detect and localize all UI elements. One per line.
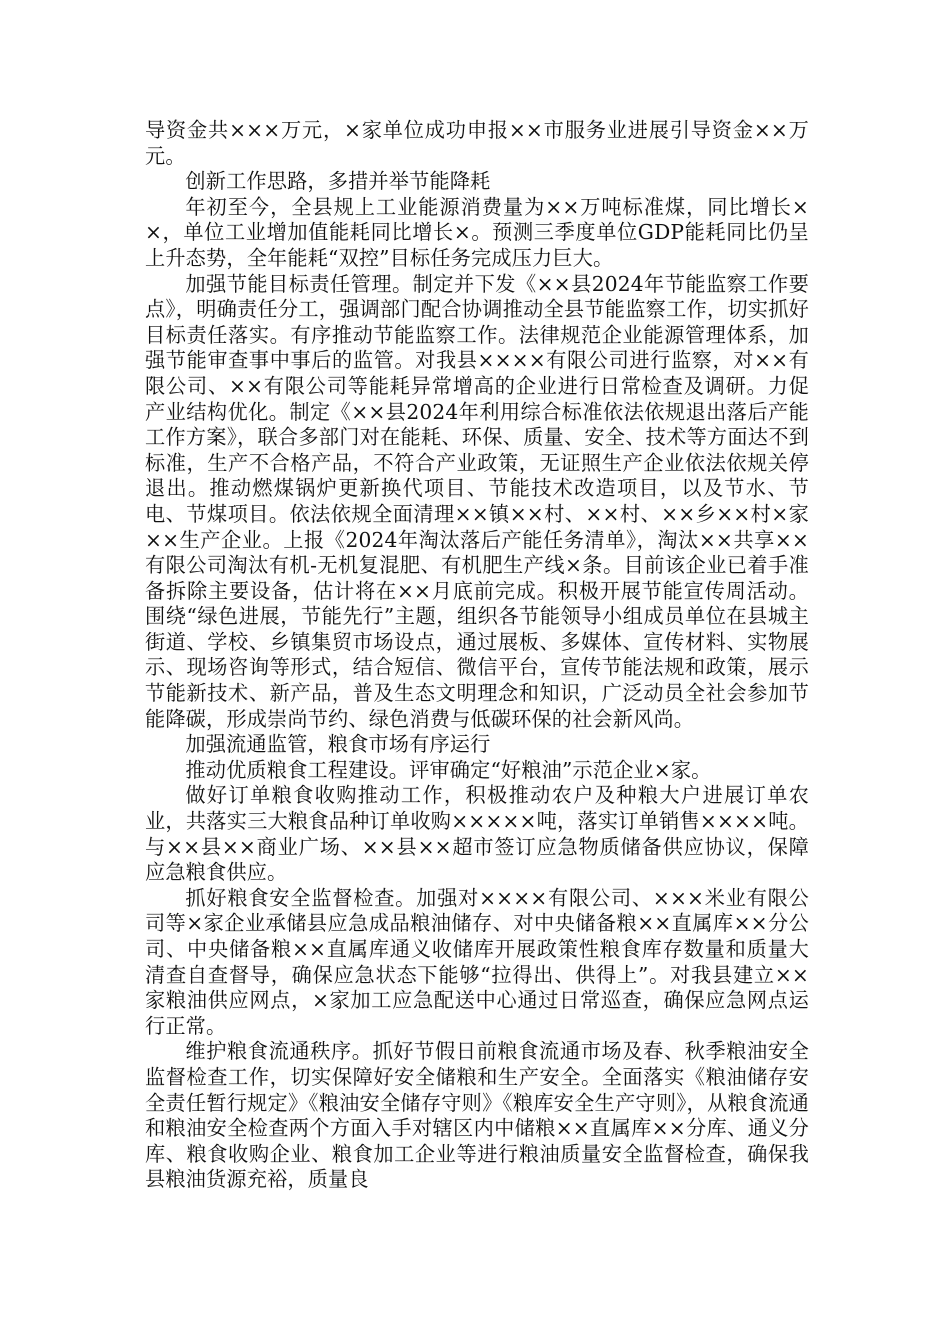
paragraph-grain-order: 维护粮食流通秩序。抓好节假日前粮食流通市场及春、秋季粮油安全监督检查工作，切实保障好安全储粮和生产安全。全面落实《粮油储存安全责任暂行规定》《粮油安全储存守则》《粮库安全生产守则》，从粮食流通和粮油安全检查两个方面入手对辖区内中储粮××直属库××分库、通义分库、粮食收购企业、粮食加工企业等进行粮油质量安全监督检查，确保我县粮油货源充裕，质量良 (145, 1039, 809, 1192)
paragraph-quality-grain: 推动优质粮食工程建设。评审确定“好粮油”示范企业×家。 (185, 757, 712, 782)
section-heading-grain-circulation: 加强流通监管，粮食市场有序运行 (185, 732, 491, 757)
paragraph-energy-management: 加强节能目标责任管理。制定并下发《××县2024年节能监察工作要点》，明确责任分工，强调部门配合协调推动全县节能监察工作，切实抓好目标责任落实。有序推动节能监察工作。法律规范企业能源管理体系，加强节能审查事中事后的监管。对我县××××有限公司进行监察，对××有限公司、××有限公司等能耗异常增高的企业进行日常检查及调研。力促产业结构优化。制定《××县2024年利用综合标准依法依规退出落后产能工作方案》，联合多部门对在能耗、环保、质量、安全、技术等方面达不到标准，生产不合格产品，不符合产业政策，无证照生产企业依法依规关停退出。推动燃煤锅炉更新换代项目、节能技术改造项目，以及节水、节电、节煤项目。依法依规全面清理××镇××村、××村、××乡××村×家××生产企业。上报《2024年淘汰落后产能任务清单》，淘汰××共享××有限公司淘汰有机-无机复混肥、有机肥生产线×条。目前该企业已着手准备拆除主要设备，估计将在××月底前完成。积极开展节能宣传周活动。围绕“绿色进展，节能先行”主题，组织各节能领导小组成员单位在县城主街道、学校、乡镇集贸市场设点，通过展板、多媒体、宣传材料、实物展示、现场咨询等形式，结合短信、微信平台，宣传节能法规和政策，展示节能新技术、新产品，普及生态文明理念和知识，广泛动员全社会参加节能降碳，形成崇尚节约、绿色消费与低碳环保的社会新风尚。 (145, 271, 809, 731)
paragraph-order-grain: 做好订单粮食收购推动工作，积极推动农户及种粮大户进展订单农业，共落实三大粮食品种订单收购×××××吨，落实订单销售××××吨。与××县××商业广场、××县××超市签订应急物质储备供应协议，保障应急粮食供应。 (145, 783, 809, 885)
document-page (145, 118, 809, 1193)
paragraph-grain-safety: 抓好粮食安全监督检查。加强对××××有限公司、×××米业有限公司等×家企业承储县应急成品粮油储存、对中央储备粮××直属库××分公司、中央储备粮××直属库通义收储库开展政策性粮食库存数量和质量大清查自查督导，确保应急状态下能够“拉得出、供得上”。对我县建立××家粮油供应网点，×家加工应急配送中心通过日常巡查，确保应急网点运行正常。 (145, 885, 809, 1038)
section-heading-energy-saving: 创新工作思路，多措并举节能降耗 (185, 169, 491, 194)
paragraph-continuation: 导资金共×××万元，×家单位成功申报××市服务业进展引导资金××万元。 (145, 118, 809, 168)
paragraph-energy-consumption: 年初至今，全县规上工业能源消费量为××万吨标准煤，同比增长××，单位工业增加值能耗同比增长×。预测三季度单位GDP能耗同比仍呈上升态势，全年能耗“双控”目标任务完成压力巨大。 (145, 194, 809, 270)
